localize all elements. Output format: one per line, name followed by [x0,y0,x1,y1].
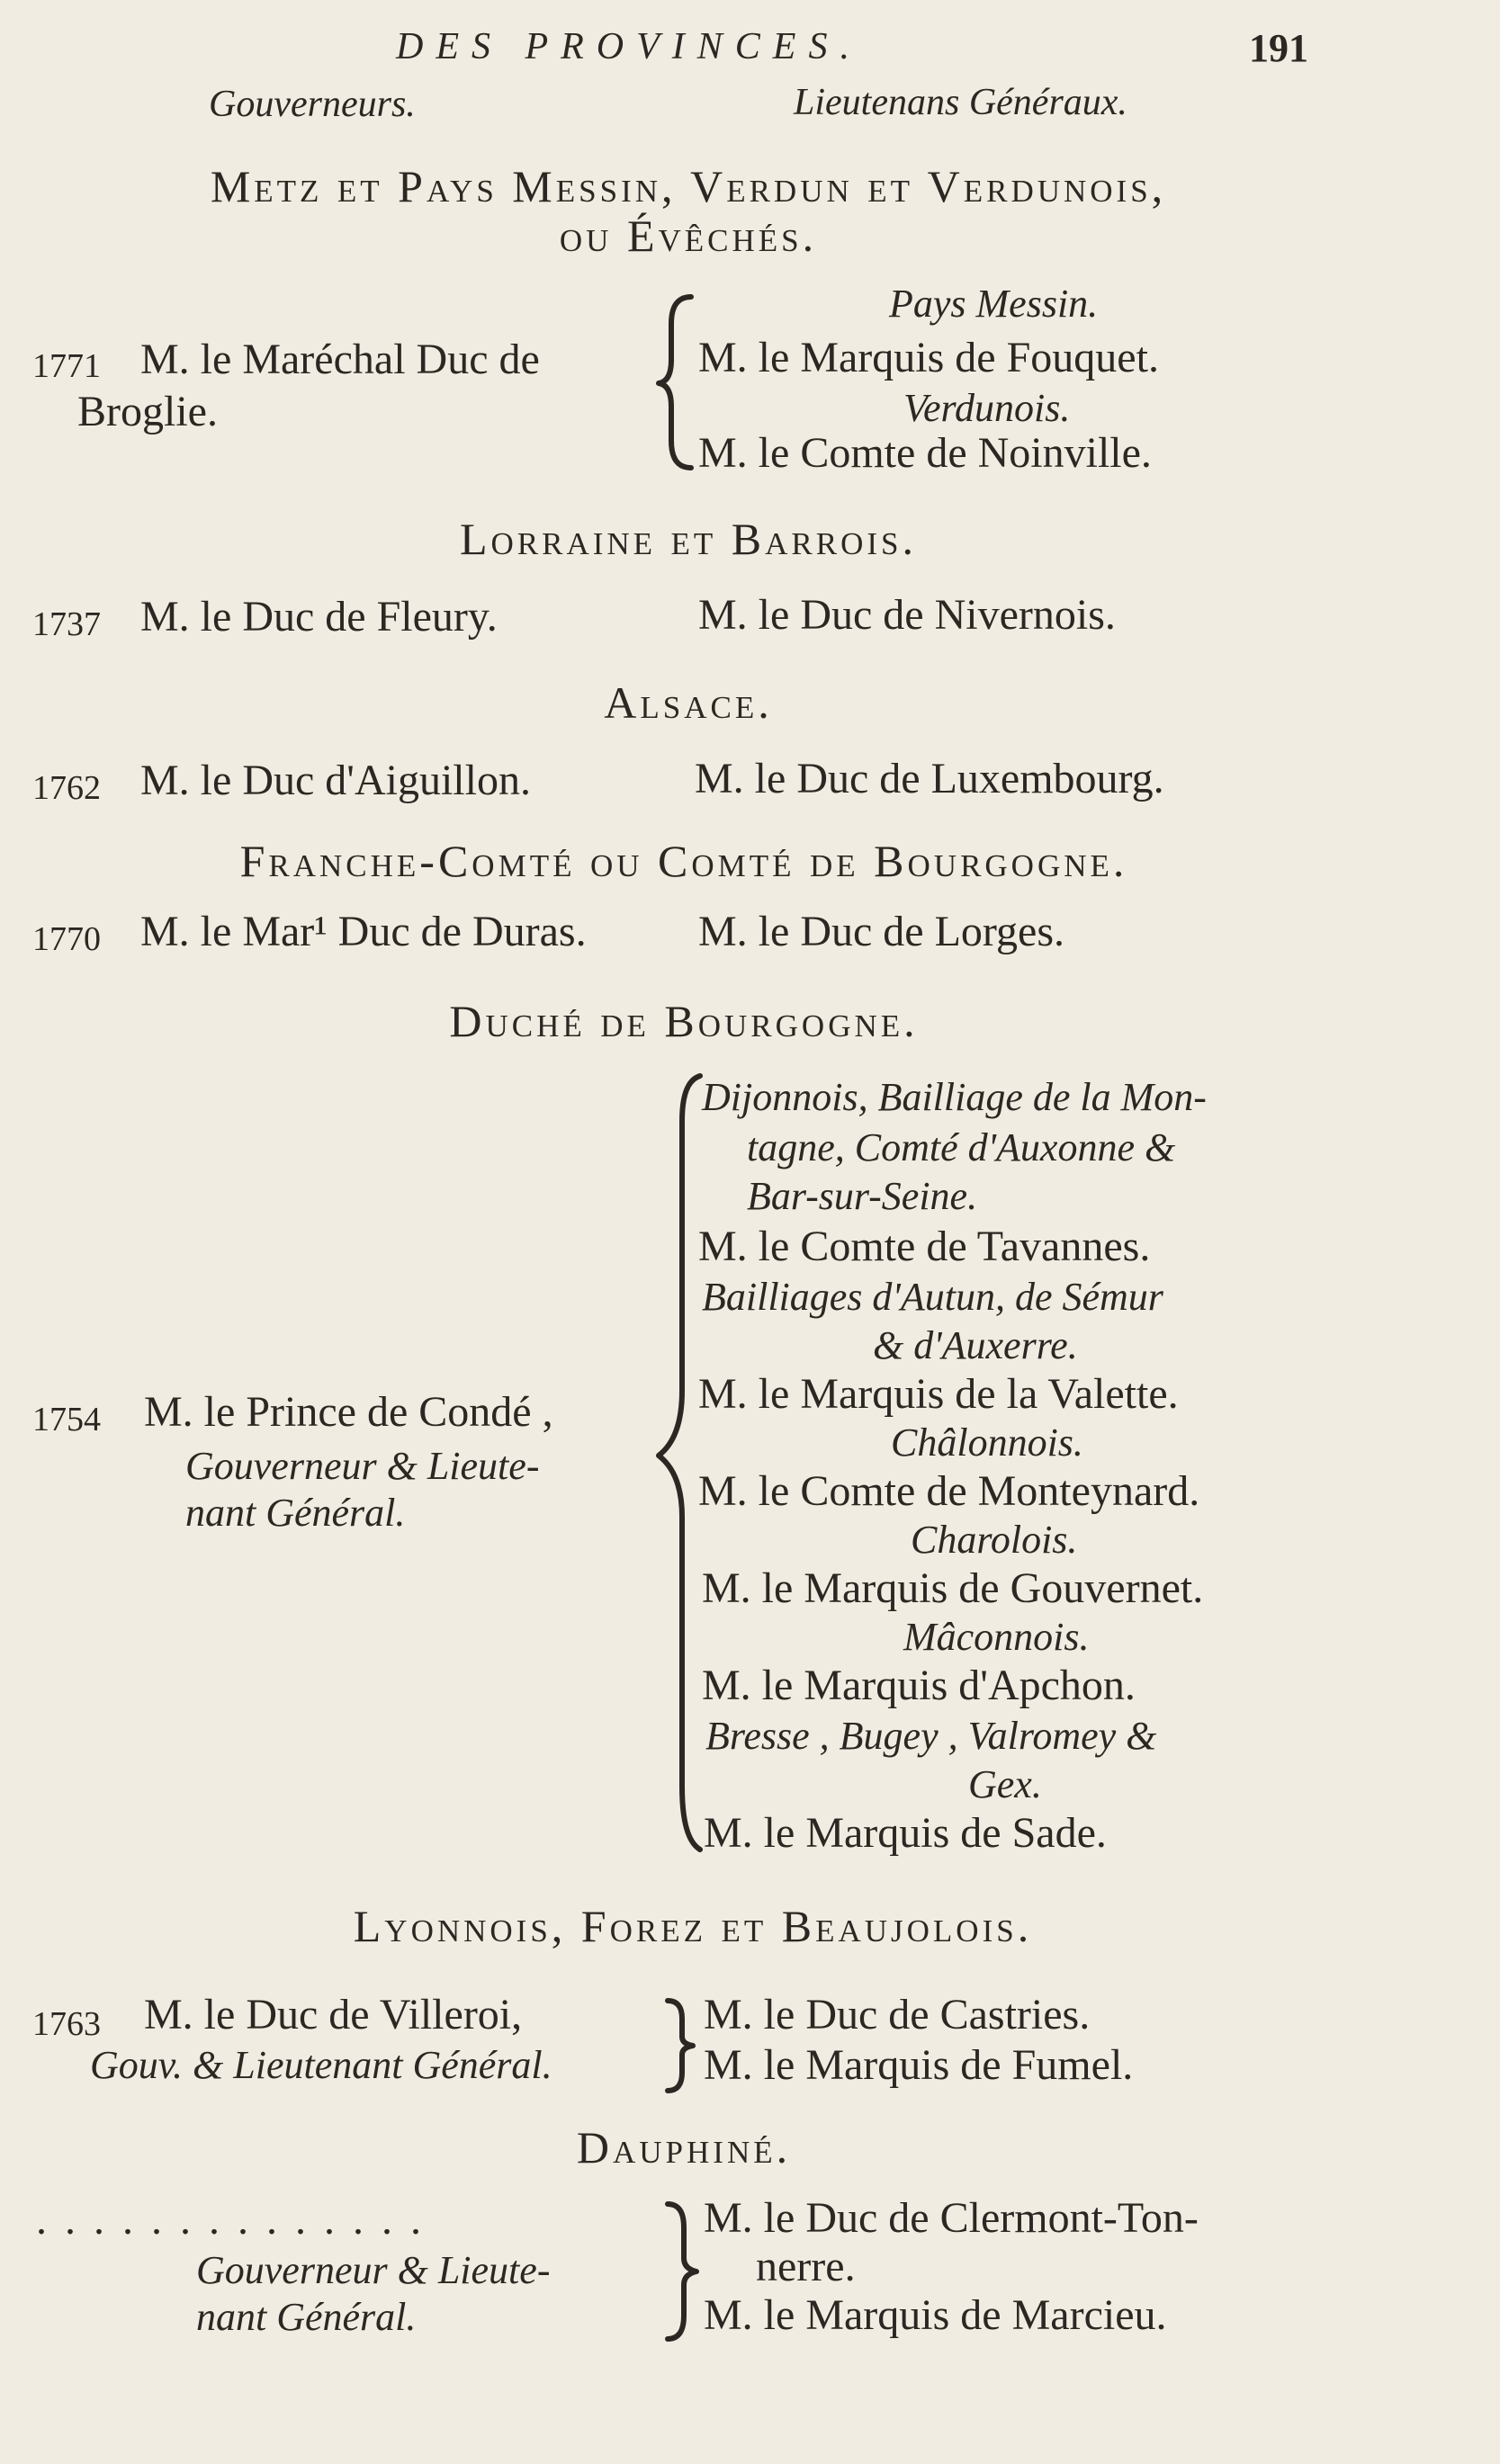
brace [662,1992,702,2100]
district-label-cont: tagne, Comté d'Auxonne & [747,1125,1176,1169]
lieutenant-general: M. le Marquis de Sade. [704,1809,1107,1857]
section-title-lyonnois: Lyonnois, Forez et Beaujolois. [353,1901,1033,1951]
governor-title: Gouverneur & Lieute- [185,1444,540,1488]
column-heading-governors: Gouverneurs. [209,84,416,125]
governor-title-cont: nant Général. [196,2295,417,2339]
page-number: 191 [1249,26,1308,70]
section-title-bourgogne: Duché de Bourgogne. [449,996,919,1046]
governor-name: M. le Duc de Fleury. [140,593,498,641]
section-title-alsace: Alsace. [604,677,773,728]
governor-year: 1763 [32,2005,101,2043]
lieutenant-general: M. le Comte de Monteynard. [698,1467,1200,1515]
lieutenant-general: M. le Marquis de Marcieu. [704,2291,1167,2339]
brace [662,2195,705,2348]
lieutenant-general: M. le Marquis de Gouvernet. [702,1564,1204,1612]
section-title-dauphine: Dauphiné. [576,2122,792,2173]
district-label: Pays Messin. [889,282,1099,326]
lieutenant-general: M. le Marquis de la Valette. [698,1370,1179,1418]
lieutenant-general: M. le Duc de Lorges. [698,908,1065,955]
district-label: Bailliages d'Autun, de Sémur [702,1275,1163,1319]
district-label: Mâconnois. [903,1615,1090,1659]
governor-title-cont: nant Général. [185,1491,406,1535]
governor-name: M. le Duc d'Aiguillon. [140,757,531,804]
section-title-lorraine: Lorraine et Barrois. [459,514,918,564]
governor-name-cont: Broglie. [77,388,218,435]
lieutenant-general: M. le Duc de Luxembourg. [695,755,1164,802]
lieutenant-general: M. le Comte de Tavannes. [698,1223,1151,1270]
governor-name: M. le Prince de Condé , [144,1388,553,1436]
lieutenant-general: M. le Marquis de Fumel. [704,2041,1134,2089]
district-label: Dijonnois, Bailliage de la Mon- [702,1075,1207,1119]
district-label: Bresse , Bugey , Valromey & [705,1714,1157,1758]
governor-year: 1771 [32,347,101,385]
lieutenant-general-cont: nerre. [756,2243,856,2290]
district-label-cont: Gex. [968,1762,1042,1806]
lieutenant-general: M. le Duc de Nivernois. [698,591,1116,639]
section-title-franche-comte: Franche-Comté ou Comté de Bourgogne. [239,836,1128,886]
lieutenant-general: M. le Comte de Noinville. [698,429,1152,477]
district-label: Châlonnois. [891,1420,1083,1465]
governor-name: M. le Maréchal Duc de [140,336,540,383]
governor-year: 1754 [32,1401,101,1438]
governor-year: 1737 [32,605,101,643]
district-label-cont: Bar-sur-Seine. [747,1174,978,1218]
lieutenant-general: M. le Marquis de Fouquet. [698,334,1159,381]
district-label: Verdunois. [903,386,1071,430]
lieutenant-general: M. le Duc de Castries. [704,1991,1091,2038]
district-label-cont: & d'Auxerre. [873,1323,1078,1367]
lieutenant-general: M. le Marquis d'Apchon. [702,1662,1136,1709]
brace [655,1067,709,1859]
governor-name: M. le Mar¹ Duc de Duras. [140,908,587,955]
governor-name: M. le Duc de Villeroi, [144,1991,523,2038]
governor-title: Gouv. & Lieutenant Général. [90,2043,552,2087]
brace [655,288,700,477]
district-label: Charolois. [911,1518,1078,1562]
governor-year: 1770 [32,920,101,958]
governor-vacant-leaders: . . . . . . . . . . . . . . [36,2196,425,2244]
section-title-metz: Metz et Pays Messin, Verdun et Verdunois, [210,161,1167,211]
running-title: DES PROVINCES. [396,26,862,67]
governor-year: 1762 [32,769,101,807]
column-heading-lieutenants: Lieutenans Généraux. [794,82,1127,123]
governor-title: Gouverneur & Lieute- [196,2248,551,2292]
section-title-metz-line2: ou Évêchés. [559,211,818,261]
lieutenant-general: M. le Duc de Clermont-Ton- [704,2194,1199,2242]
